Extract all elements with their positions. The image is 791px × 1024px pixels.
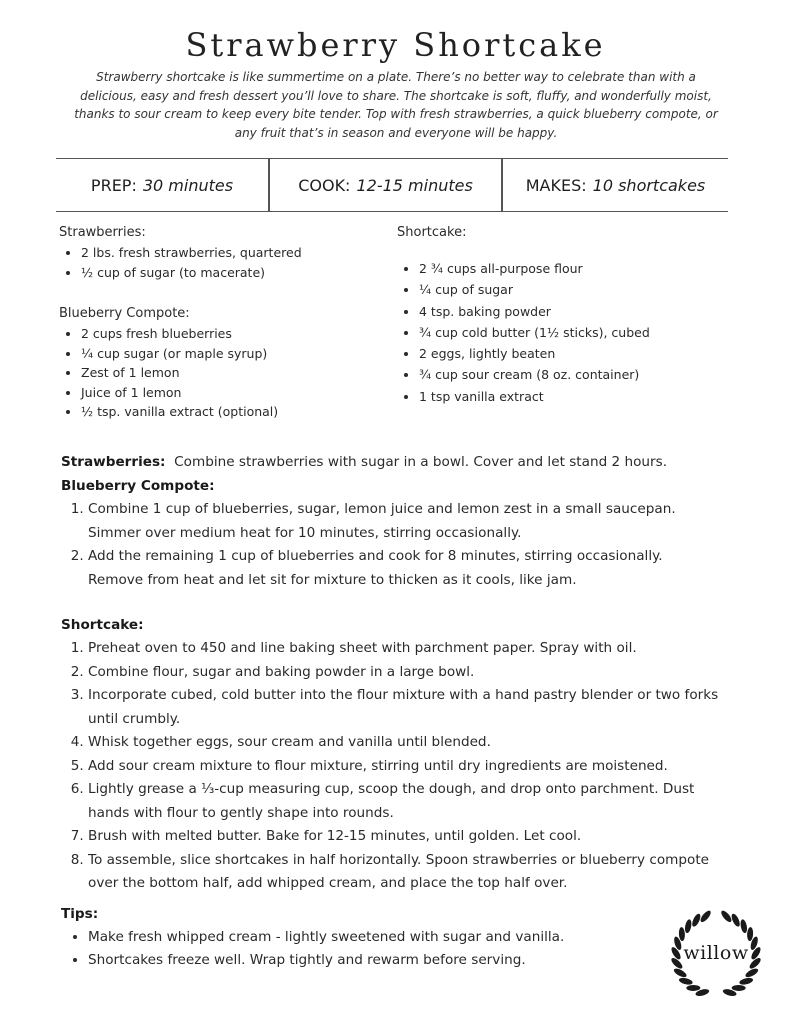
step-item: 1. Preheat oven to 450 and line baking sheet with parchment paper. Spray with oil.	[88, 637, 721, 661]
strawberries-instruction	[61, 450, 721, 474]
shortcake-steps	[61, 637, 721, 896]
step-item: 7. Brush with melted butter. Bake for 12-15 minutes, until golden. Let cool.	[88, 825, 721, 849]
makes-label: MAKES:	[525, 175, 587, 195]
step-item: 5. Add sour cream mixture to flour mixture, stirring until dry ingredients are moistened.	[88, 755, 721, 779]
step-item: 3. Incorporate cubed, cold butter into the flour mixture with a hand pastry blender or two forks until crumbly.	[88, 684, 721, 731]
compote-instructions-title: Blueberry Compote:	[61, 478, 215, 494]
yield	[503, 159, 728, 211]
cook-label: COOK:	[298, 175, 351, 195]
ingredient-item: • 2 eggs, lightly beaten	[419, 343, 717, 364]
recipe-stats-bar	[56, 158, 728, 212]
step-item: 8. To assemble, slice shortcakes in half horizontally. Spoon strawberries or blueberry compote over the bottom half, add whipped cream, and place the top half over.	[88, 849, 721, 896]
ingredient-item: • 2 cups fresh blueberries	[81, 324, 359, 344]
cook-time	[269, 159, 502, 211]
ingredient-item: • 2 lbs. fresh strawberries, quartered	[81, 243, 359, 263]
tip-item: • Make fresh whipped cream - lightly sweetened with sugar and vanilla.	[88, 926, 721, 950]
step-item: 2. Combine flour, sugar and baking powder in a large bowl.	[88, 661, 721, 685]
instructions	[61, 450, 721, 973]
step-item: 6. Lightly grease a ⅓-cup measuring cup, scoop the dough, and drop onto parchment. Dust hands with flour to gently shape into rounds.	[88, 778, 721, 825]
ingredient-item: • 2 ¾ cups all-purpose flour	[419, 258, 717, 279]
willow-logo	[666, 905, 766, 1005]
prep-time	[56, 159, 268, 211]
makes-value: 10 shortcakes	[592, 175, 706, 195]
ingredient-item: • ½ cup of sugar (to macerate)	[81, 263, 359, 283]
ingredient-item: • Juice of 1 lemon	[81, 383, 359, 403]
strawberries-instruction-text: Combine strawberries with sugar in a bowl. Cover and let stand 2 hours.	[174, 454, 668, 470]
step-item: 4. Whisk together eggs, sour cream and vanilla until blended.	[88, 731, 721, 755]
prep-label: PREP:	[90, 175, 137, 195]
ingredients-shortcake	[397, 223, 717, 407]
ingredients-compote	[59, 304, 359, 422]
tips-title: Tips:	[61, 905, 99, 922]
ingredient-section-title: Shortcake:	[397, 225, 467, 240]
ingredient-item: • 1 tsp vanilla extract	[419, 386, 717, 407]
ingredient-item: • ¾ cup sour cream (8 oz. container)	[419, 364, 717, 385]
ingredient-item: • ¼ cup of sugar	[419, 279, 717, 300]
strawberries-instruction-label: Strawberries:	[61, 454, 166, 470]
cook-value: 12-15 minutes	[356, 175, 473, 195]
ingredient-item: • ¼ cup sugar (or maple syrup)	[81, 344, 359, 364]
ingredient-item: • 4 tsp. baking powder	[419, 301, 717, 322]
ingredient-section-title: Blueberry Compote:	[59, 306, 190, 321]
ingredient-item: • ½ tsp. vanilla extract (optional)	[81, 402, 359, 422]
prep-value: 30 minutes	[142, 175, 234, 195]
ingredient-item: • ¾ cup cold butter (1½ sticks), cubed	[419, 322, 717, 343]
compote-steps	[61, 498, 721, 592]
step-item: 1. Combine 1 cup of blueberries, sugar, lemon juice and lemon zest in a small saucepan. Simmer over medium heat for 10 minutes, stirring occasionally.	[88, 498, 721, 545]
intro-paragraph: Strawberry shortcake is like summertime on a plate. There’s no better way to celebrate than with a delicious, easy and fresh dessert you’ll love to share. The shortcake is soft, fluffy, and wonderfully moist, thanks to sour cream to keep every bite tender. Top with fresh strawberries, a quick blueberry compote, or any fruit that’s in season and everyone will be happy.	[74, 70, 718, 140]
ingredient-item: • Zest of 1 lemon	[81, 363, 359, 383]
shortcake-instructions-title: Shortcake:	[61, 617, 144, 633]
logo-text: willow	[683, 942, 749, 964]
tips-list	[61, 926, 721, 973]
page-title: Strawberry Shortcake	[185, 26, 606, 64]
step-item: 2. Add the remaining 1 cup of blueberries and cook for 8 minutes, stirring occasionally. Remove from heat and let sit for mixture to thicken as it cools, like jam.	[88, 545, 721, 592]
ingredient-section-title: Strawberries:	[59, 225, 146, 240]
ingredients-strawberries	[59, 223, 359, 282]
tip-item: • Shortcakes freeze well. Wrap tightly and rewarm before serving.	[88, 949, 721, 973]
